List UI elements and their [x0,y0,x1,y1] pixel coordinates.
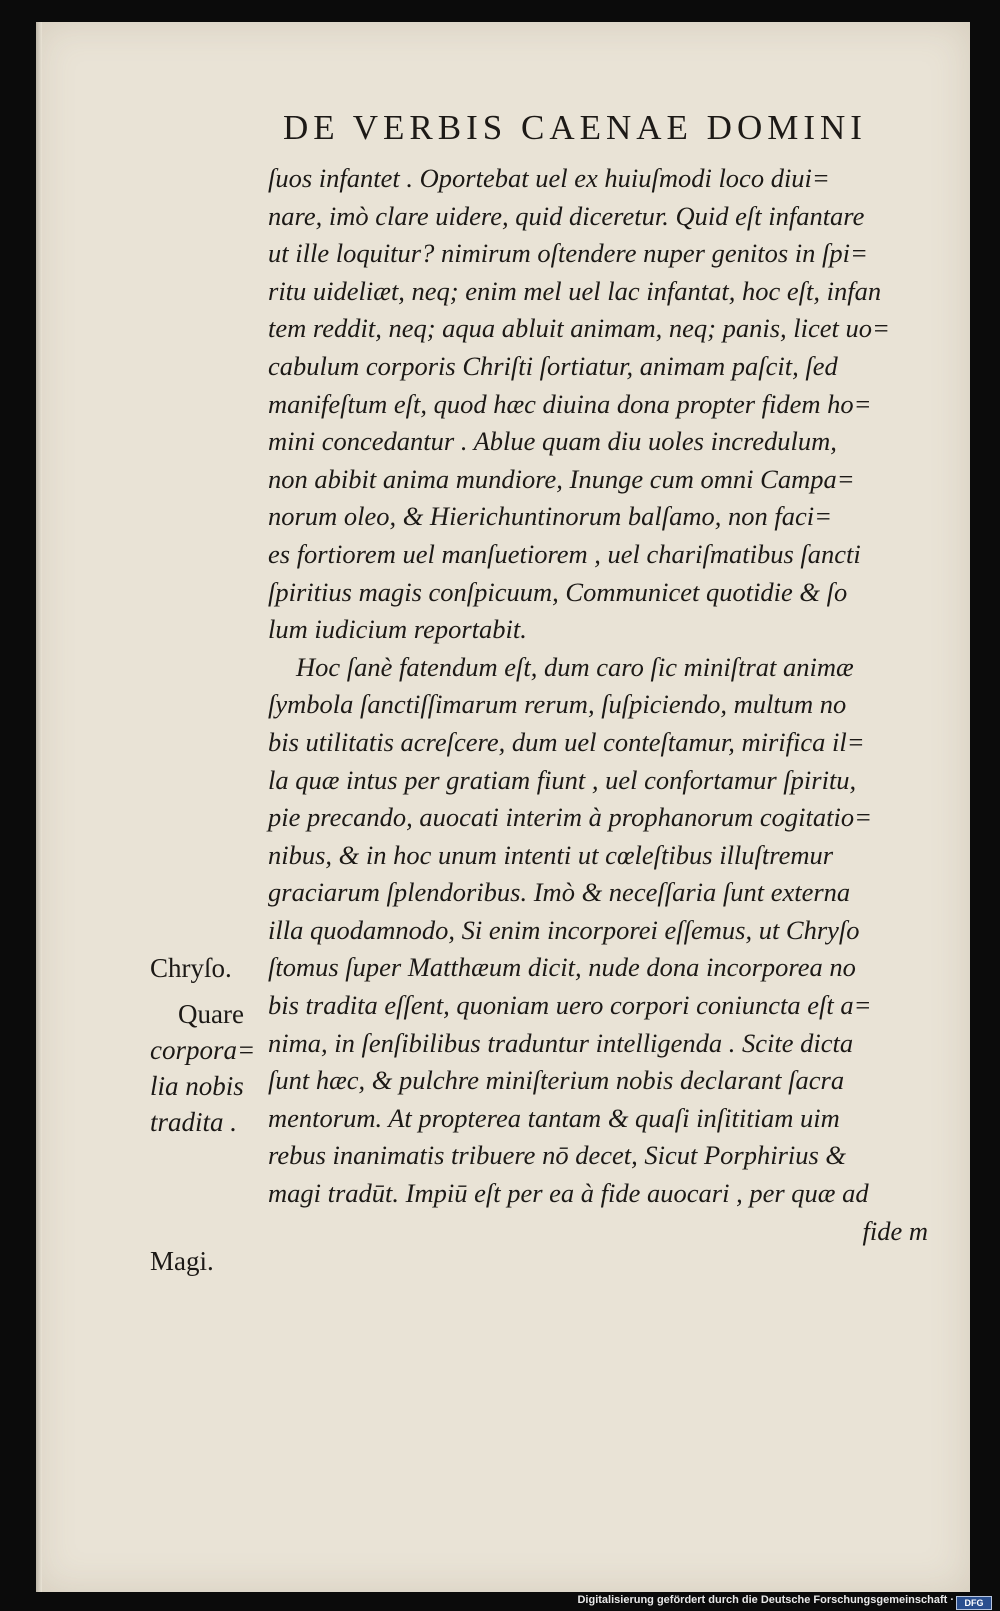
text-line: nare, imò clare uidere, quid diceretur. Quid eſt infantare [268,200,865,231]
text-line: ſymbola ſanctiſſimarum rerum, ſuſpiciendo, multum no [268,689,847,720]
main-text-block [268,160,948,1250]
text-line: Hoc ſanè fatendum eſt, dum caro ſic miniſtrat animæ [296,651,854,682]
text-line: lum iudicium reportabit. [268,614,527,645]
running-head: DE VERBIS CAENAE DOMINI [283,108,867,147]
text-line: rebus inanimatis tribuere nō decet, Sicut Porphirius & [268,1140,847,1171]
page-edge [36,22,42,1592]
catchword: fide m [862,1215,928,1246]
marginal-note-quare: Quare [178,999,244,1029]
text-line: illa quodamnodo, Si enim incorporei eſſemus, ut Chryſo [268,914,860,945]
text-line: magi tradūt. Impiū eſt per ea à fide auocari , per quæ ad [268,1178,869,1209]
text-line: bis utilitatis acreſcere, dum uel conteſtamur, mirifica il= [268,726,865,757]
text-line: ut ille loquitur? nimirum oſtendere nuper genitos in ſpi= [268,238,868,269]
marginal-note-quare: lia nobis [150,1071,244,1101]
text-line: ritu uideliæt, neq; enim mel uel lac infantat, hoc eſt, infan [268,275,882,306]
text-line: nibus, & in hoc unum intenti ut cœleſtibus illuſtremur [268,839,834,870]
text-line: ſtomus ſuper Matthæum dicit, nude dona incorporea no [268,952,856,983]
text-line: ſunt hæc, & pulchre miniſterium nobis declarant ſacra [268,1065,845,1096]
text-line: mini concedantur . Ablue quam diu uoles incredulum, [268,426,837,457]
text-line: ſuos infantet . Oportebat uel ex huiuſmodi loco diui= [268,163,830,193]
text-line: graciarum ſplendoribus. Imò & neceſſaria ſunt externa [268,877,851,908]
text-line: non abibit anima mundiore, Inunge cum omni Campa= [268,463,855,494]
text-line: mentorum. At propterea tantam & quaſi inſititiam uim [268,1102,840,1133]
footer-credit: Digitalisierung gefördert durch die Deutsche Forschungsgemeinschaft · [577,1594,954,1606]
text-line: tem reddit, neq; aqua abluit animam, neq; panis, licet uo= [268,313,890,344]
text-line: manifeſtum eſt, quod hæc diuina dona propter fidem ho= [268,388,872,419]
text-line: cabulum corporis Chriſti ſortiatur, animam paſcit, ſed [268,350,838,381]
marginal-note-quare: tradita . [150,1107,238,1137]
text-line: norum oleo, & Hierichuntinorum balſamo, non faci= [268,501,833,532]
text-line: la quæ intus per gratiam fiunt , uel confortamur ſpiritu, [268,764,857,795]
text-line: es fortiorem uel manſuetiorem , uel chariſmatibus ſancti [268,538,861,569]
marginal-note-quare: corpora= [150,1035,256,1065]
dfg-logo-icon: DFG [956,1596,992,1610]
text-line: pie precando, auocati interim à prophanorum cogitatio= [268,802,873,833]
marginal-note-chryso: Chryſo. [150,953,232,983]
marginal-note-magi: Magi. [150,1246,214,1276]
text-line: nima, in ſenſibilibus traduntur intelligenda . Scite dicta [268,1027,854,1058]
text-line: ſpiritius magis conſpicuum, Communicet quotidie & ſo [268,576,848,607]
text-line: bis tradita eſſent, quoniam uero corpori coniuncta eſt a= [268,990,872,1021]
